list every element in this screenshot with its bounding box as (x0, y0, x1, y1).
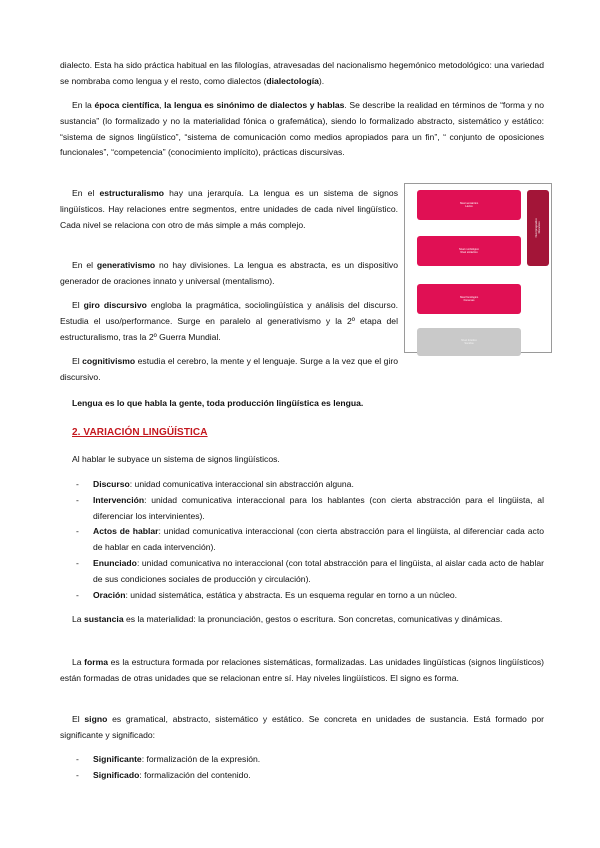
level-box-fonetico (417, 328, 521, 356)
dash-marker: - (76, 526, 79, 537)
box-sublabel: Sonidos (464, 342, 474, 345)
list-text: : formalización de la expresión. (141, 754, 261, 764)
list-text: : unidad comunicativa interaccional sin abstracción alguna. (129, 479, 354, 489)
text: hay una jerarquía. La lengua es un sistema de signos lingüísticos. Hay relaciones entre segmentos, entre unidades de cada nivel lingüístico. Cada nivel se relaciona con otro de más simple a más complejo. (60, 188, 398, 230)
bold-term: la lengua es sinónimo de dialectos y hablas (164, 100, 345, 110)
list-text: : formalización del contenido. (139, 769, 251, 780)
list-item (60, 768, 544, 784)
bold-term: generativismo (96, 260, 156, 270)
list-item (60, 524, 544, 556)
section-heading: 2. VARIACIÓN LINGÜÍSTICA (72, 427, 208, 438)
bold-term: época científica (94, 100, 160, 110)
text: no hay divisiones. La lengua es abstracta, es un dispositivo generador de oraciones innato y universal (mentalismo). (60, 260, 398, 286)
list-text: : unidad comunicativa interaccional (con cierta abstracción para el lingüista, al diferenciar cada acto de hablar en cada intervención). (93, 526, 544, 553)
list-text: : unidad comunicativa interaccional para los hablantes (con cierta abstracción para el lingüista, al diferenciar los intervinientes). (93, 494, 544, 521)
list-item (60, 556, 544, 588)
level-box-pragmatico (527, 190, 549, 266)
dash-marker: - (76, 494, 79, 505)
list-item (60, 752, 544, 768)
box-label: Nivel morfológico (459, 247, 479, 251)
paragraph-epoca-cientifica (60, 98, 544, 161)
text: El (72, 714, 85, 724)
text: En el (72, 188, 100, 198)
paragraph-generativismo (60, 258, 398, 290)
text: es la estructura formada por relaciones sistemáticas, formalizadas. Las unidades lingüísticas (signos lingüísticos) están formadas de otras unidades que se relacionan entre sí. Hay niveles lingüísticos. El signo es forma. (60, 657, 544, 683)
bold-term: cognitivismo (82, 356, 136, 366)
text: En la (72, 100, 95, 110)
vertical-label (535, 218, 541, 237)
list-item (60, 493, 544, 525)
level-box-fonologico (417, 284, 521, 314)
units-list (60, 477, 544, 603)
box-sublabel: Fonemas (463, 299, 475, 302)
bold-term: forma (84, 657, 109, 667)
paragraph-giro-discursivo (60, 298, 398, 345)
list-term: Significante (93, 754, 142, 764)
text: En el (72, 260, 97, 270)
box-label: Nivel fonético (461, 338, 477, 342)
list-item (60, 588, 544, 604)
text: El (72, 356, 83, 366)
dash-marker: - (76, 589, 79, 600)
paragraph-cognitivismo (60, 354, 398, 386)
box-sublabel: Discursivo (538, 222, 541, 234)
bold-statement: Lengua es lo que habla la gente, toda producción lingüística es lengua. (72, 398, 364, 408)
text: La (72, 614, 84, 624)
box-label: Nivel semántico (459, 201, 479, 205)
dash-marker: - (76, 557, 79, 568)
text: es la materialidad: la pronunciación, gestos o escritura. Son concretas, comunicativas y dinámicas. (123, 614, 503, 624)
text: El (72, 300, 84, 310)
paragraph-subyace (60, 452, 544, 468)
bold-term: signo (84, 714, 108, 724)
text: La (72, 657, 85, 667)
list-text: : unidad sistemática, estática y abstracta. Es un esquema regular en torno a un núcleo. (125, 589, 458, 600)
text: estudia el cerebro, la mente y el lenguaje. Surge a la vez que el giro discursivo. (60, 356, 399, 382)
paragraph-forma (60, 655, 544, 687)
text: engloba la pragmática, sociolingüística y análisis del discurso. Estudia el uso/performance. Surge en paralelo al generativismo y la 2º etapa del estructuralismo, tras la 2º Guerra Mundial. (60, 300, 398, 342)
bold-term: giro discursivo (83, 300, 147, 310)
text: ). (318, 75, 325, 86)
list-text: : unidad comunicativa no interaccional (con total abstracción para el lingüista, al aislar cada acto de hablar de sus condiciones sociales de producción y circulación). (93, 557, 544, 584)
text: , (159, 100, 165, 110)
list-term: Significado (93, 769, 140, 780)
box-label: Nivel fonológico (459, 295, 479, 299)
box-sublabel: Léxico (465, 205, 473, 208)
text: es gramatical, abstracto, sistemático y estático. Se concreta en unidades de sustancia. Está formado por significante y significado: (60, 714, 545, 740)
dash-marker: - (76, 754, 79, 764)
list-term: Enunciado (93, 557, 137, 568)
list-term: Intervención (93, 494, 145, 505)
bold-term: sustancia (83, 614, 124, 624)
dash-marker: - (76, 479, 79, 489)
paragraph-estructuralismo (60, 186, 398, 233)
dash-marker: - (76, 769, 79, 780)
list-term: Oración (93, 589, 126, 600)
paragraph-sustancia (60, 612, 544, 628)
bold-term: estructuralismo (99, 188, 164, 198)
text: . Se describe la realidad en términos de “forma y no sustancia” (lo formalizado y no la materialidad fónica o grafemática), siendo lo formalizado abstracto, sistemático y estático: “sistema de signos lingüístico”, “sistema de comunicación como medios apropiados para un fin”, “ conjunto de oposiciones funcionales”, “competencia” (conocimiento implícito), prácticas discursivas. (60, 100, 544, 158)
list-term: Actos de hablar (93, 526, 159, 537)
box-label: Nivel pragmático (534, 218, 538, 238)
box-sublabel: Nivel sintáctico (460, 251, 478, 254)
paragraph-signo (60, 712, 544, 744)
text: dialecto. Esta ha sido práctica habitual en las filologías, atravesadas del nacionalismo hegemónico metodológico: una variedad se nombraba como lengua y el resto, como dialectos ( (60, 60, 544, 86)
linguistic-levels-diagram (404, 183, 552, 353)
level-box-semantico (417, 190, 521, 220)
paragraph-intro (60, 58, 544, 90)
bold-term: dialectología (266, 75, 319, 86)
text: Al hablar le subyace un sistema de signos lingüísticos. (72, 454, 280, 464)
paragraph-lengua-definicion (60, 396, 544, 412)
signo-list (60, 752, 544, 784)
level-box-morfosintactico (417, 236, 521, 266)
list-item (60, 477, 544, 493)
list-term: Discurso (93, 479, 130, 489)
